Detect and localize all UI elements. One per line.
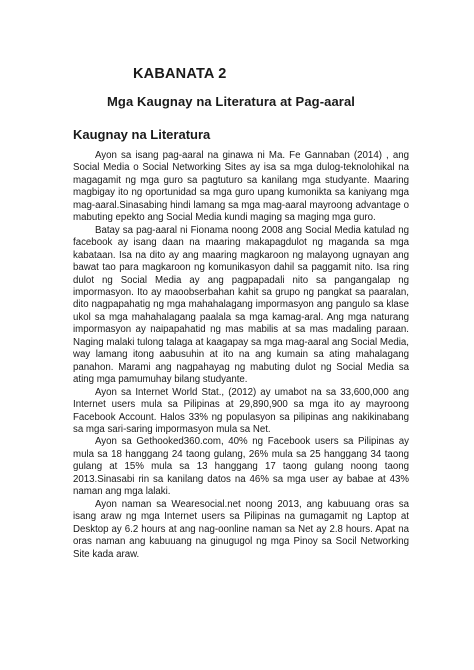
chapter-label: KABANATA 2 [133, 66, 227, 82]
section-heading: Kaugnay na Literatura [73, 127, 211, 142]
chapter-title: Mga Kaugnay na Literatura at Pag-aaral [107, 94, 355, 109]
paragraph: Ayon sa Internet World Stat., (2012) ay umabot na sa 33,600,000 ang Internet users mula sa Pilipinas at 29,890,900 sa mga ito ay mayroong Facebook Account. Halos 33% ng populasyon sa pilipinas ang nakikinabang sa mga sari-saring impormasyon mula sa Net. [73, 386, 409, 435]
paragraph: Ayon sa isang pag-aaral na ginawa ni Ma. Fe Gannaban (2014) , ang Social Media o Social Networking Sites ay isa sa mga dulog-teknolohikal na magagamit ng mga guro sa pagtuturo sa kanilang mga studyante. Maaring magbigay ito ng oportunidad sa mga guro upang kumonikta sa kaniyang mga mag-aaral.Sinasabing hindi lamang sa mga mag-aaral mayroong advantage o mabuting epekto ang Social Media kundi maging sa maging mga guro. [73, 150, 409, 224]
body-text [73, 150, 409, 561]
paragraph: Ayon naman sa Wearesocial.net noong 2013, ang kabuuang oras sa isang araw ng mga Internet users sa Pilipinas na gumagamit ng Laptop at Desktop ay 6.2 hours at ang nag-oonline naman sa Net ay 2.8 hours. Apat na oras naman ang kabuuang na ginugugol ng mga Pinoy sa Socil Networking Site kada araw. [73, 498, 409, 560]
paragraph: Ayon sa Gethooked360.com, 40% ng Facebook users sa Pilipinas ay mula sa 18 hanggang 24 taong gulang, 26% mula sa 25 hanggang 34 taong gulang at 15% mula sa 13 hanggang 17 taong gulang noong taong 2013.Sinasabi rin sa kanilang datos na 46% sa mga user ay babae at 43% naman ang mga lalaki. [73, 436, 409, 498]
paragraph: Batay sa pag-aaral ni Fionama noong 2008 ang Social Media katulad ng facebook ay isang daan na maaring makapagdulot ng maganda sa mga kabataan. Isa na dito ay ang maaring magkaroon ng malayong ugnayan ang bawat tao para magkaroon ng komunikasyon dahil sa paggamit nito. Isa ring dulot ng Social Media ay ang pagpapadali nito sa pangangalap ng impormasyon. Ito ay maoobserbahan kahit sa grupo ng pangkat sa paaralan, dito nagpapahatig ng mga mahahalagang impormasyon ang pangulo sa klase ukol sa mga mahahalagang paalala sa mga kamag-aral. Ang mga naturang impormasyon ay naipapahatid ng mas mabilis at sa mas madaling paraan. Naging malaki tulong talaga at kaagapay sa mga mag-aaral ang Social Media, way lamang itong aabusuhin at ito na ang kumain sa ating mahalagang panahon. Marami ang nagpahayag ng mabuting dulot ng Social Media sa ating mga pamumuhay bilang studyante. [73, 224, 409, 386]
